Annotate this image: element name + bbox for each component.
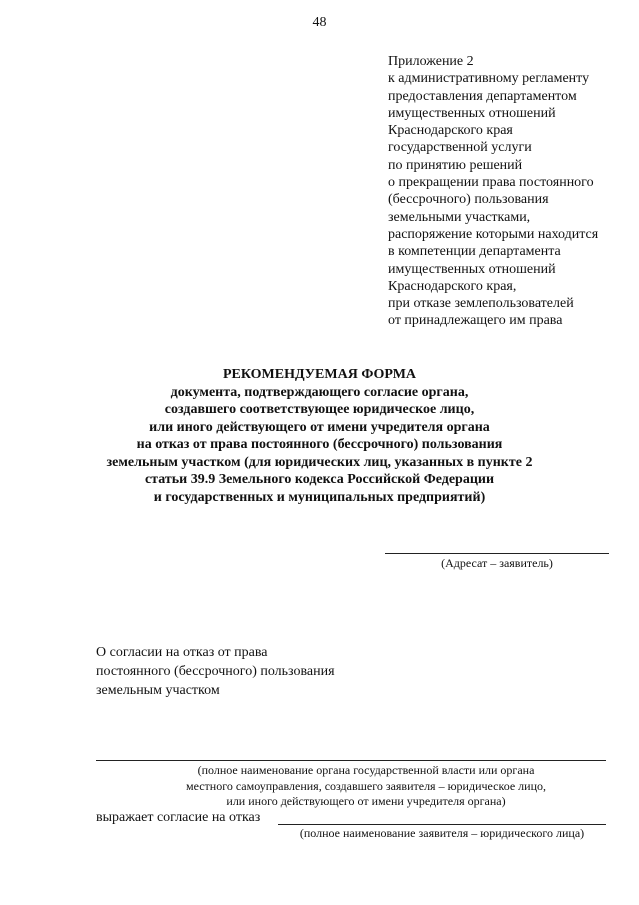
organization-caption-line: местного самоуправления, создавшего заявителя – юридическое лицо, bbox=[185, 778, 547, 793]
appendix-line: в компетенции департамента bbox=[388, 244, 561, 260]
appendix-line: Краснодарского края bbox=[388, 123, 513, 139]
appendix-line: по принятию решений bbox=[388, 157, 523, 173]
appendix-line: при отказе землепользователей bbox=[388, 296, 574, 312]
form-title-line: или иного действующего от имени учредителя органа bbox=[149, 419, 490, 435]
appendix-line: земельными участками, bbox=[388, 209, 531, 225]
applicant-caption: (полное наименование заявителя – юридического лица) bbox=[299, 826, 585, 840]
appendix-line: имущественных отношений bbox=[388, 105, 556, 121]
subject-line: постоянного (бессрочного) пользования bbox=[96, 664, 335, 679]
form-title-line: и государственных и муниципальных предприятий) bbox=[153, 489, 486, 505]
form-title-line: создавшего соответствующее юридическое лицо, bbox=[164, 402, 475, 417]
appendix-line: о прекращении права постоянного bbox=[388, 175, 594, 191]
appendix-line: имущественных отношений bbox=[388, 261, 556, 277]
appendix-block bbox=[388, 53, 633, 330]
organization-blank-line bbox=[96, 760, 606, 761]
form-title-line: документа, подтверждающего согласие органа, bbox=[170, 384, 469, 400]
appendix-line: Приложение 2 bbox=[388, 54, 474, 69]
organization-caption-line: (полное наименование органа государственной власти или органа bbox=[197, 763, 535, 777]
appendix-line: государственной услуги bbox=[388, 140, 532, 156]
form-heading: РЕКОМЕНДУЕМАЯ ФОРМА bbox=[222, 367, 417, 382]
appendix-line: Краснодарского края, bbox=[388, 278, 517, 294]
addressee-blank-line bbox=[385, 553, 609, 554]
appendix-line: от принадлежащего им права bbox=[388, 313, 563, 329]
appendix-line: предоставления департаментом bbox=[388, 88, 577, 104]
addressee-caption: (Адресат – заявитель) bbox=[441, 556, 553, 570]
form-title bbox=[0, 366, 639, 506]
organization-caption bbox=[96, 763, 636, 810]
form-title-line: статьи 39.9 Земельного кодекса Российской Федерации bbox=[144, 472, 495, 487]
appendix-line: (бессрочного) пользования bbox=[388, 192, 549, 208]
applicant-blank-line bbox=[278, 824, 606, 825]
organization-caption-line: или иного действующего от имени учредителя органа) bbox=[226, 794, 506, 808]
appendix-line: распоряжение которыми находится bbox=[388, 226, 599, 242]
subject-line: земельным участком bbox=[96, 683, 220, 698]
subject-block bbox=[96, 643, 335, 700]
form-title-line: на отказ от права постоянного (бессрочного) пользования bbox=[136, 437, 503, 452]
form-title-line: земельным участком (для юридических лиц, указанных в пункте 2 bbox=[106, 454, 533, 470]
subject-line: О согласии на отказ от права bbox=[96, 645, 268, 660]
page-number: 48 bbox=[312, 15, 327, 30]
consent-text: выражает согласие на отказ bbox=[96, 810, 261, 825]
appendix-line: к административному регламенту bbox=[388, 71, 590, 87]
